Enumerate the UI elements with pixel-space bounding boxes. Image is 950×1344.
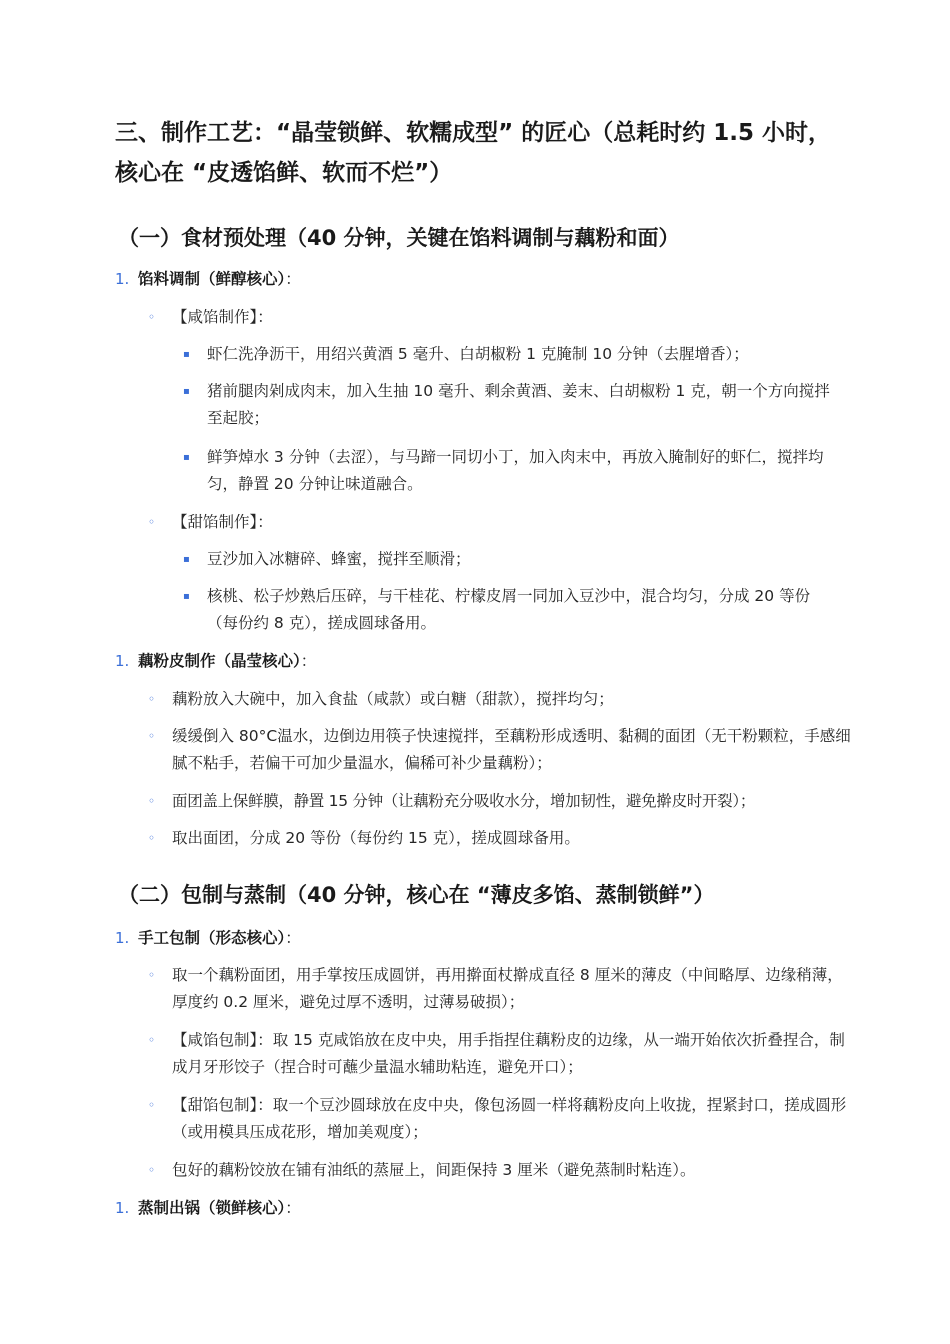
circle-bullet-icon: ◦ bbox=[148, 1098, 156, 1112]
square-bullet-icon: ▪ bbox=[183, 554, 190, 565]
square-bullet-icon: ▪ bbox=[183, 386, 190, 397]
item-title: 藕粉皮制作（晶莹核心） bbox=[138, 652, 301, 670]
circle-bullet-icon: ◦ bbox=[148, 515, 156, 529]
item-colon: ： bbox=[285, 929, 301, 947]
step-text: 豆沙加入冰糖碎、蜂蜜，搅拌至顺滑； bbox=[207, 550, 471, 568]
square-bullet-icon: ▪ bbox=[183, 591, 190, 602]
circle-bullet-icon: ◦ bbox=[148, 692, 156, 706]
item-title: 馅料调制（鲜醇核心） bbox=[138, 270, 286, 288]
list-number: 1. bbox=[115, 1199, 130, 1217]
step-item bbox=[183, 583, 837, 637]
circle-bullet-icon: ◦ bbox=[148, 968, 156, 982]
list-number: 1. bbox=[115, 652, 130, 670]
circle-bullet-icon: ◦ bbox=[148, 831, 156, 845]
list-number: 1. bbox=[115, 270, 130, 288]
step-text: 取出面团，分成 20 等份（每份约 15 克），搓成圆球备用。 bbox=[172, 829, 580, 847]
list-item-wrapper bbox=[115, 648, 858, 675]
item-colon: ： bbox=[285, 270, 301, 288]
list-item-wrapping bbox=[115, 925, 858, 952]
step-text: 取一个藕粉面团，用手掌按压成圆饼，再用擀面杖擀成直径 8 厘米的薄皮（中间略厚、边缘稍薄，厚度约 0.2 厘米，避免过厚不透明，过薄易破损）； bbox=[172, 966, 843, 1011]
step-text: 核桃、松子炒熟后压碎，与干桂花、柠檬皮屑一同加入豆沙中，混合均匀，分成 20 等份（每份约 8 克），搓成圆球备用。 bbox=[207, 587, 811, 632]
part1-heading: （一）食材预处理（40 分钟，关键在馅料调制与藕粉和面） bbox=[118, 226, 680, 250]
step-text: 鲜笋焯水 3 分钟（去涩），与马蹄一同切小丁，加入肉末中，再放入腌制好的虾仁，搅拌均匀，静置 20 分钟让味道融合。 bbox=[207, 448, 824, 493]
sub-item-sweet bbox=[148, 509, 852, 536]
circle-bullet-icon: ◦ bbox=[148, 1163, 156, 1177]
sub-item-savory bbox=[148, 304, 852, 331]
item-colon: ： bbox=[300, 652, 317, 670]
sub-item-label: 【咸馅制作】： bbox=[172, 308, 273, 326]
square-bullet-icon: ▪ bbox=[183, 349, 190, 360]
circle-bullet-icon: ◦ bbox=[148, 794, 155, 808]
square-bullet-icon: ▪ bbox=[183, 452, 190, 463]
sub-item-label: 【甜馅制作】： bbox=[172, 513, 273, 531]
step-item bbox=[183, 444, 837, 498]
list-item-filling bbox=[115, 266, 858, 293]
step-item bbox=[183, 546, 837, 573]
circle-bullet-icon: ◦ bbox=[148, 729, 156, 743]
section-title: 三、制作工艺：“晶莹锁鲜、软糯成型” 的匠心（总耗时约 1.5 小时，核心在 “皮透馅鲜、软而不烂”） bbox=[115, 120, 831, 186]
step-item bbox=[148, 686, 852, 713]
list-number: 1. bbox=[115, 929, 130, 947]
step-text: 猪前腿肉剁成肉末，加入生抽 10 毫升、剩余黄酒、姜末、白胡椒粉 1 克，朝一个方向搅拌至起胶； bbox=[207, 382, 830, 427]
step-text: 面团盖上保鲜膜，静置 15 分钟（让藕粉充分吸收水分，增加韧性，避免擀皮时开裂）； bbox=[172, 792, 756, 810]
step-item bbox=[148, 962, 852, 1016]
step-item bbox=[148, 1157, 852, 1184]
step-item bbox=[183, 378, 837, 432]
step-item bbox=[148, 1027, 852, 1081]
step-text: 【甜馅包制】：取一个豆沙圆球放在皮中央，像包汤圆一样将藕粉皮向上收拢，捏紧封口，搓成圆形（或用模具压成花形，增加美观度）； bbox=[172, 1096, 847, 1141]
step-text: 【咸馅包制】：取 15 克咸馅放在皮中央，用手指捏住藕粉皮的边缘，从一端开始依次折叠捏合，制成月牙形饺子（捏合时可蘸少量温水辅助粘连，避免开口）； bbox=[172, 1031, 845, 1076]
step-text: 虾仁洗净沥干，用绍兴黄酒 5 毫升、白胡椒粉 1 克腌制 10 分钟（去腥增香）； bbox=[207, 345, 749, 363]
circle-bullet-icon: ◦ bbox=[148, 1033, 156, 1047]
step-item bbox=[148, 788, 844, 815]
item-colon: ： bbox=[285, 1199, 301, 1217]
step-item bbox=[148, 723, 852, 777]
step-text: 包好的藕粉饺放在铺有油纸的蒸屉上，间距保持 3 厘米（避免蒸制时粘连）。 bbox=[172, 1161, 696, 1179]
item-title: 手工包制（形态核心） bbox=[138, 929, 286, 947]
item-title: 蒸制出锅（锁鲜核心） bbox=[138, 1199, 286, 1217]
step-item bbox=[148, 825, 852, 852]
part2-heading: （二）包制与蒸制（40 分钟，核心在 “薄皮多馅、蒸制锁鲜”） bbox=[118, 883, 715, 907]
step-item bbox=[183, 341, 837, 368]
circle-bullet-icon: ◦ bbox=[148, 310, 156, 324]
step-text: 藕粉放入大碗中，加入食盐（咸款）或白糖（甜款），搅拌均匀； bbox=[172, 690, 614, 708]
step-text: 缓缓倒入 80°C温水，边倒边用筷子快速搅拌，至藕粉形成透明、黏稠的面团（无干粉颗粒，手感细腻不粘手，若偏干可加少量温水，偏稀可补少量藕粉）； bbox=[172, 727, 851, 772]
list-item-steaming bbox=[115, 1195, 858, 1222]
step-item bbox=[148, 1092, 852, 1146]
